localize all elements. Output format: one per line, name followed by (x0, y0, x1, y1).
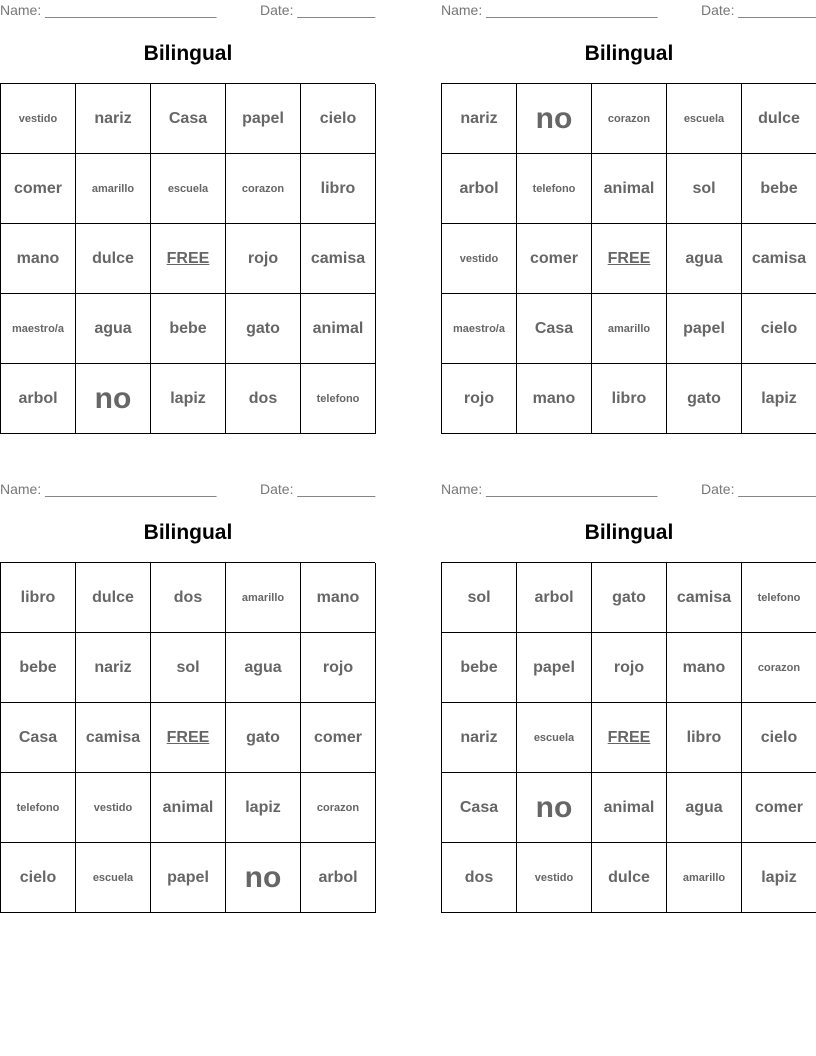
bingo-card-3 (0, 479, 376, 911)
bingo-cell: no (517, 84, 592, 154)
bingo-cell: dos (226, 364, 301, 434)
name-field: Name: ______________________ (0, 481, 217, 497)
bingo-cell: agua (76, 294, 151, 364)
free-space-cell: FREE (151, 224, 226, 294)
card-title: Bilingual (584, 42, 674, 65)
bingo-cell: papel (517, 633, 592, 703)
bingo-cell: camisa (667, 563, 742, 633)
date-field: Date: __________ (701, 481, 816, 497)
bingo-cell: amarillo (592, 294, 667, 364)
bingo-cell: bebe (151, 294, 226, 364)
bingo-cell: nariz (442, 703, 517, 773)
bingo-cell: libro (301, 154, 376, 224)
bingo-cell: comer (742, 773, 816, 843)
bingo-cell: sol (151, 633, 226, 703)
bingo-cell: agua (667, 224, 742, 294)
bingo-cell: comer (1, 154, 76, 224)
bingo-cell: cielo (301, 84, 376, 154)
bingo-cell: telefono (301, 364, 376, 434)
bingo-cell: rojo (301, 633, 376, 703)
bingo-cell: agua (667, 773, 742, 843)
bingo-cell: sol (442, 563, 517, 633)
bingo-grid (0, 562, 375, 913)
bingo-cell: corazon (301, 773, 376, 843)
bingo-cell: dos (442, 843, 517, 913)
bingo-card-2 (441, 0, 816, 432)
bingo-cell: amarillo (226, 563, 301, 633)
bingo-cell: camisa (301, 224, 376, 294)
bingo-cell: Casa (442, 773, 517, 843)
bingo-cell: papel (226, 84, 301, 154)
bingo-cell: comer (517, 224, 592, 294)
bingo-cell: amarillo (76, 154, 151, 224)
bingo-cell: mano (301, 563, 376, 633)
bingo-cell: no (517, 773, 592, 843)
bingo-cell: telefono (517, 154, 592, 224)
bingo-cell: cielo (1, 843, 76, 913)
card-header (441, 481, 816, 499)
bingo-cell: lapiz (742, 843, 816, 913)
bingo-cell: maestro/a (1, 294, 76, 364)
date-field: Date: __________ (260, 481, 376, 497)
bingo-cell: lapiz (742, 364, 816, 434)
bingo-cell: animal (592, 773, 667, 843)
bingo-cell: libro (667, 703, 742, 773)
bingo-cell: rojo (592, 633, 667, 703)
bingo-cell: bebe (1, 633, 76, 703)
bingo-grid (441, 83, 816, 434)
bingo-cell: sol (667, 154, 742, 224)
bingo-cell: arbol (442, 154, 517, 224)
bingo-cell: dulce (592, 843, 667, 913)
bingo-cell: Casa (151, 84, 226, 154)
name-field: Name: ______________________ (0, 2, 217, 18)
bingo-cell: animal (592, 154, 667, 224)
bingo-cell: nariz (76, 633, 151, 703)
bingo-cell: corazon (226, 154, 301, 224)
bingo-grid (0, 83, 375, 434)
bingo-cell: vestido (1, 84, 76, 154)
bingo-cell: dulce (76, 563, 151, 633)
bingo-cell: rojo (226, 224, 301, 294)
bingo-card-4 (441, 479, 816, 911)
bingo-cell: papel (667, 294, 742, 364)
bingo-cell: dulce (742, 84, 816, 154)
free-space-cell: FREE (592, 224, 667, 294)
bingo-cell: mano (517, 364, 592, 434)
bingo-cell: nariz (442, 84, 517, 154)
bingo-cell: gato (226, 294, 301, 364)
bingo-cell: papel (151, 843, 226, 913)
bingo-cell: Casa (1, 703, 76, 773)
bingo-cell: escuela (76, 843, 151, 913)
bingo-cell: camisa (742, 224, 816, 294)
bingo-card-1 (0, 0, 376, 432)
bingo-cell: amarillo (667, 843, 742, 913)
bingo-cell: cielo (742, 703, 816, 773)
free-space-cell: FREE (592, 703, 667, 773)
bingo-cell: nariz (76, 84, 151, 154)
bingo-cell: arbol (1, 364, 76, 434)
bingo-cell: agua (226, 633, 301, 703)
bingo-cell: corazon (592, 84, 667, 154)
bingo-cell: vestido (442, 224, 517, 294)
bingo-cell: vestido (76, 773, 151, 843)
name-field: Name: ______________________ (441, 2, 658, 18)
bingo-cell: escuela (151, 154, 226, 224)
bingo-cell: maestro/a (442, 294, 517, 364)
bingo-cell: camisa (76, 703, 151, 773)
card-title: Bilingual (143, 42, 233, 65)
bingo-cell: telefono (742, 563, 816, 633)
bingo-cell: rojo (442, 364, 517, 434)
bingo-cell: no (76, 364, 151, 434)
bingo-cell: gato (667, 364, 742, 434)
bingo-cell: mano (667, 633, 742, 703)
bingo-cell: arbol (301, 843, 376, 913)
bingo-cell: gato (592, 563, 667, 633)
card-header (0, 481, 376, 499)
card-header (0, 2, 376, 20)
bingo-cell: arbol (517, 563, 592, 633)
card-title: Bilingual (143, 521, 233, 544)
date-field: Date: __________ (260, 2, 376, 18)
bingo-cell: animal (301, 294, 376, 364)
name-field: Name: ______________________ (441, 481, 658, 497)
bingo-cell: corazon (742, 633, 816, 703)
bingo-cell: dulce (76, 224, 151, 294)
bingo-cell: lapiz (226, 773, 301, 843)
card-title: Bilingual (584, 521, 674, 544)
bingo-cell: no (226, 843, 301, 913)
free-space-cell: FREE (151, 703, 226, 773)
bingo-cell: libro (1, 563, 76, 633)
bingo-cell: escuela (517, 703, 592, 773)
bingo-cell: cielo (742, 294, 816, 364)
bingo-cell: libro (592, 364, 667, 434)
card-header (441, 2, 816, 20)
bingo-cell: telefono (1, 773, 76, 843)
bingo-cell: bebe (742, 154, 816, 224)
bingo-cell: Casa (517, 294, 592, 364)
bingo-cell: gato (226, 703, 301, 773)
bingo-cell: mano (1, 224, 76, 294)
bingo-cell: vestido (517, 843, 592, 913)
bingo-cell: lapiz (151, 364, 226, 434)
date-field: Date: __________ (701, 2, 816, 18)
bingo-grid (441, 562, 816, 913)
bingo-cell: dos (151, 563, 226, 633)
bingo-cell: bebe (442, 633, 517, 703)
bingo-cell: escuela (667, 84, 742, 154)
bingo-cell: animal (151, 773, 226, 843)
bingo-cell: comer (301, 703, 376, 773)
